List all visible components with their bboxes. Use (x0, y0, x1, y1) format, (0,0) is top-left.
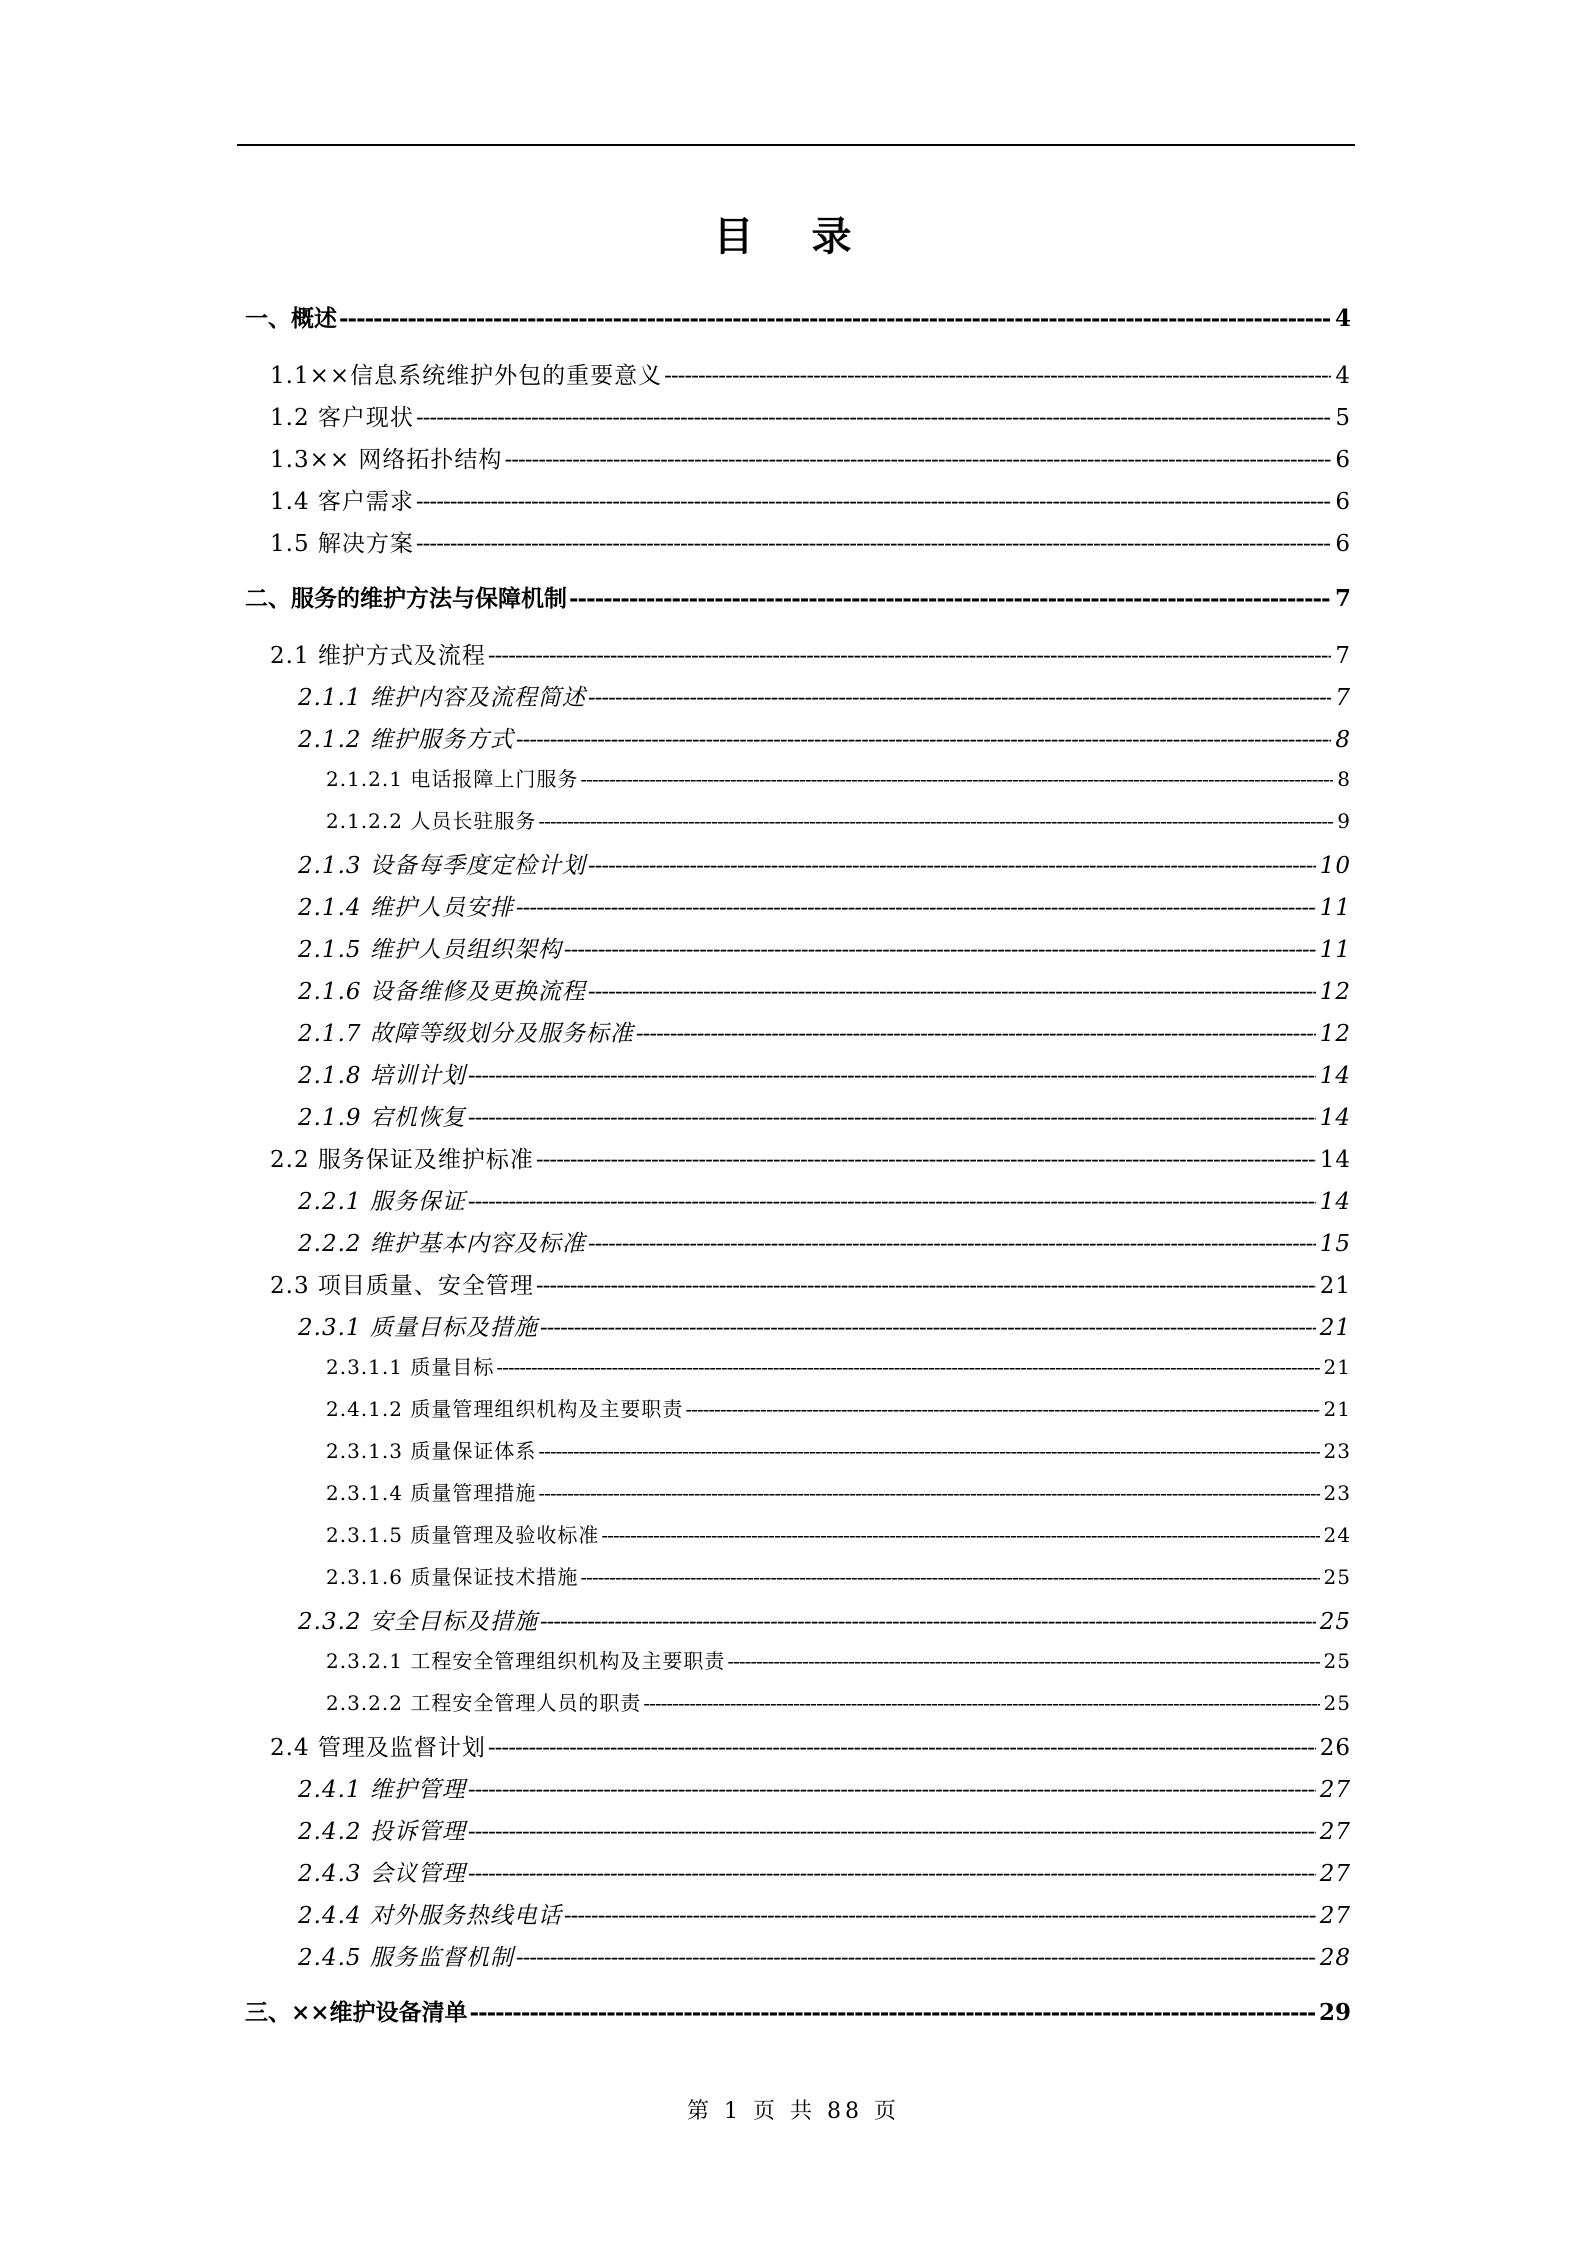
toc-dot-leader (564, 1903, 1316, 1929)
toc-dot-leader (470, 1999, 1315, 2026)
toc-entry-label: 2.3.2.2 工程安全管理人员的职责 (326, 1691, 642, 1715)
toc-entry[interactable] (298, 1015, 1351, 1048)
toc-dot-leader (536, 1273, 1316, 1299)
toc-dot-leader (564, 937, 1316, 963)
toc-entry-page-number: 4 (1335, 363, 1351, 389)
toc-entry[interactable] (298, 1225, 1351, 1258)
toc-entry-page-number: 7 (1335, 643, 1351, 669)
toc-entry-label: 2.1.5 维护人员组织架构 (298, 937, 562, 963)
toc-entry-page-number: 8 (1335, 727, 1351, 753)
toc-entry-label: 2.2.2 维护基本内容及标准 (298, 1231, 586, 1257)
toc-dot-leader (468, 1063, 1316, 1089)
toc-entry-label: 2.4.4 对外服务热线电话 (298, 1903, 562, 1929)
toc-dot-leader (685, 1397, 1319, 1421)
toc-dot-leader (468, 1861, 1316, 1887)
toc-entry-page-number: 14 (1319, 1063, 1351, 1089)
toc-entry-label: 2.1.1 维护内容及流程简述 (298, 685, 586, 711)
toc-entry-label: 一、概述 (245, 305, 337, 332)
toc-entry-page-number: 27 (1319, 1819, 1351, 1845)
toc-dot-leader (339, 305, 1331, 332)
toc-entry[interactable] (298, 931, 1351, 964)
toc-entry-page-number: 25 (1319, 1609, 1351, 1635)
toc-dot-leader (636, 1021, 1316, 1047)
toc-entry-page-number: 4 (1334, 305, 1351, 332)
toc-dot-leader (468, 1189, 1316, 1215)
toc-entry-label: 2.1.7 故障等级划分及服务标准 (298, 1021, 634, 1047)
toc-entry[interactable] (298, 1771, 1351, 1804)
toc-entry-label: 2.3.1 质量目标及措施 (298, 1315, 538, 1341)
toc-entry[interactable] (326, 1393, 1351, 1422)
toc-entry-label: 2.1.3 设备每季度定检计划 (298, 853, 586, 879)
toc-dot-leader (727, 1649, 1319, 1673)
toc-dot-leader (664, 363, 1331, 389)
toc-entry[interactable] (270, 1141, 1351, 1174)
toc-entry[interactable] (298, 889, 1351, 922)
toc-entry[interactable] (298, 1939, 1351, 1972)
toc-entry-page-number: 23 (1323, 1439, 1351, 1463)
toc-entry-page-number: 27 (1319, 1777, 1351, 1803)
toc-entry-label: 2.4 管理及监督计划 (270, 1735, 486, 1761)
toc-dot-leader (516, 727, 1332, 753)
toc-dot-leader (540, 1609, 1316, 1635)
toc-entry[interactable] (326, 805, 1351, 834)
toc-entry-page-number: 23 (1323, 1481, 1351, 1505)
toc-entry[interactable] (326, 1645, 1351, 1674)
toc-entry[interactable] (298, 679, 1351, 712)
toc-entry-label: 2.1 维护方式及流程 (270, 643, 486, 669)
toc-entry[interactable] (326, 1687, 1351, 1716)
toc-dot-leader (536, 1147, 1316, 1173)
toc-entry-label: 2.2 服务保证及维护标准 (270, 1147, 534, 1173)
toc-dot-leader (540, 1315, 1316, 1341)
toc-dot-leader (588, 853, 1316, 879)
toc-entry-page-number: 8 (1337, 767, 1351, 791)
toc-dot-leader (588, 979, 1316, 1005)
toc-entry-label: 2.3 项目质量、安全管理 (270, 1273, 534, 1299)
toc-dot-leader (601, 1523, 1319, 1547)
toc-dot-leader (569, 585, 1331, 612)
toc-dot-leader (468, 1777, 1316, 1803)
toc-entry[interactable] (298, 847, 1351, 880)
toc-entry-page-number: 6 (1335, 447, 1351, 473)
toc-dot-leader (468, 1819, 1316, 1845)
toc-entry-page-number: 14 (1319, 1189, 1351, 1215)
toc-entry[interactable] (270, 1729, 1351, 1762)
toc-entry-label: 2.4.5 服务监督机制 (298, 1945, 514, 1971)
toc-entry-label: 三、××维护设备清单 (245, 1999, 468, 2026)
toc-entry-label: 2.1.2 维护服务方式 (298, 727, 514, 753)
page-title: 目 录 (713, 213, 874, 260)
toc-entry-label: 2.3.1.3 质量保证体系 (326, 1439, 537, 1463)
toc-entry[interactable] (270, 483, 1351, 516)
toc-entry[interactable] (270, 525, 1351, 558)
toc-entry-label: 2.1.8 培训计划 (298, 1063, 466, 1089)
toc-dot-leader (538, 1439, 1319, 1463)
toc-entry[interactable] (326, 1561, 1351, 1590)
toc-entry-label: 2.1.2.2 人员长驻服务 (326, 809, 537, 833)
toc-entry-label: 2.4.1 维护管理 (298, 1777, 466, 1803)
toc-entry-page-number: 28 (1319, 1945, 1351, 1971)
toc-entry[interactable] (298, 721, 1351, 754)
toc-entry-label: 1.2 客户现状 (270, 405, 414, 431)
toc-entry-page-number: 6 (1335, 489, 1351, 515)
toc-dot-leader (588, 1231, 1316, 1257)
toc-entry[interactable] (298, 973, 1351, 1006)
toc-entry[interactable] (270, 399, 1351, 432)
toc-dot-leader (538, 809, 1333, 833)
toc-entry[interactable] (298, 1057, 1351, 1090)
toc-entry[interactable] (270, 357, 1351, 390)
toc-entry-page-number: 26 (1319, 1735, 1351, 1761)
toc-entry-page-number: 29 (1318, 1999, 1351, 2026)
toc-entry[interactable] (270, 1267, 1351, 1300)
toc-dot-leader (516, 1945, 1316, 1971)
toc-entry-label: 2.4.1.2 质量管理组织机构及主要职责 (326, 1397, 684, 1421)
toc-entry-label: 2.2.1 服务保证 (298, 1189, 466, 1215)
header-rule (237, 144, 1355, 146)
toc-entry-page-number: 15 (1319, 1231, 1351, 1257)
toc-dot-leader (580, 1565, 1319, 1589)
page-footer: 第 1 页 共 88 页 (687, 2099, 900, 2124)
toc-dot-leader (488, 1735, 1316, 1761)
toc-entry-page-number: 21 (1323, 1355, 1351, 1379)
toc-entry-page-number: 25 (1323, 1691, 1351, 1715)
toc-entry[interactable] (326, 1351, 1351, 1380)
toc-dot-leader (538, 1481, 1319, 1505)
toc-entry-label: 1.1××信息系统维护外包的重要意义 (270, 363, 663, 389)
toc-entry-page-number: 11 (1319, 895, 1351, 921)
toc-entry-page-number: 27 (1319, 1861, 1351, 1887)
toc-entry-page-number: 11 (1319, 937, 1351, 963)
toc-entry-label: 二、服务的维护方法与保障机制 (245, 585, 567, 612)
toc-entry-page-number: 12 (1319, 979, 1351, 1005)
toc-entry-page-number: 5 (1335, 405, 1351, 431)
toc-dot-leader (580, 767, 1333, 791)
toc-entry-page-number: 9 (1337, 809, 1351, 833)
toc-entry[interactable] (270, 637, 1351, 670)
toc-entry-label: 2.1.4 维护人员安排 (298, 895, 514, 921)
toc-entry-page-number: 21 (1323, 1397, 1351, 1421)
toc-entry-label: 1.4 客户需求 (270, 489, 414, 515)
toc-entry-label: 2.3.2 安全目标及措施 (298, 1609, 538, 1635)
toc-entry-label: 2.3.2.1 工程安全管理组织机构及主要职责 (326, 1649, 726, 1673)
toc-entry[interactable] (298, 1309, 1351, 1342)
toc-dot-leader (488, 643, 1331, 669)
toc-entry-label: 2.1.2.1 电话报障上门服务 (326, 767, 579, 791)
toc-dot-leader (504, 447, 1331, 473)
toc-entry-label: 2.3.1.4 质量管理措施 (326, 1481, 537, 1505)
toc-dot-leader (416, 489, 1331, 515)
toc-entry[interactable] (326, 763, 1351, 792)
toc-entry[interactable] (298, 1183, 1351, 1216)
toc-dot-leader (496, 1355, 1319, 1379)
toc-entry[interactable] (298, 1813, 1351, 1846)
toc-entry[interactable] (245, 1994, 1351, 2027)
toc-entry-page-number: 25 (1323, 1565, 1351, 1589)
toc-entry-label: 2.3.1.6 质量保证技术措施 (326, 1565, 579, 1589)
toc-entry-page-number: 10 (1319, 853, 1351, 879)
toc-entry-page-number: 21 (1319, 1315, 1351, 1341)
toc-entry-page-number: 27 (1319, 1903, 1351, 1929)
toc-entry-page-number: 24 (1323, 1523, 1351, 1547)
toc-entry-label: 1.5 解决方案 (270, 531, 414, 557)
toc-entry-page-number: 14 (1319, 1147, 1351, 1173)
toc-entry-label: 2.3.1.1 质量目标 (326, 1355, 495, 1379)
toc-entry-label: 2.4.3 会议管理 (298, 1861, 466, 1887)
toc-entry-page-number: 7 (1335, 685, 1351, 711)
toc-entry[interactable] (298, 1099, 1351, 1132)
toc-entry[interactable] (298, 1603, 1351, 1636)
toc-entry-page-number: 6 (1335, 531, 1351, 557)
toc-entry-page-number: 21 (1319, 1273, 1351, 1299)
toc-entry[interactable] (326, 1519, 1351, 1548)
toc-entry-label: 2.1.6 设备维修及更换流程 (298, 979, 586, 1005)
toc-dot-leader (416, 531, 1331, 557)
toc-entry[interactable] (298, 1855, 1351, 1888)
toc-entry[interactable] (245, 580, 1351, 613)
toc-dot-leader (416, 405, 1331, 431)
toc-dot-leader (468, 1105, 1316, 1131)
toc-entry-page-number: 7 (1334, 585, 1351, 612)
toc-entry-label: 1.3×× 网络拓扑结构 (270, 447, 503, 473)
toc-entry[interactable] (270, 441, 1351, 474)
toc-entry-page-number: 12 (1319, 1021, 1351, 1047)
toc-dot-leader (588, 685, 1332, 711)
toc-entry[interactable] (298, 1897, 1351, 1930)
toc-dot-leader (516, 895, 1316, 921)
toc-entry-page-number: 25 (1323, 1649, 1351, 1673)
toc-entry[interactable] (245, 300, 1351, 333)
toc-dot-leader (643, 1691, 1319, 1715)
toc-entry-label: 2.4.2 投诉管理 (298, 1819, 466, 1845)
toc-entry-page-number: 14 (1319, 1105, 1351, 1131)
toc-entry[interactable] (326, 1477, 1351, 1506)
toc-entry-label: 2.1.9 宕机恢复 (298, 1105, 466, 1131)
toc-entry-label: 2.3.1.5 质量管理及验收标准 (326, 1523, 600, 1547)
toc-entry[interactable] (326, 1435, 1351, 1464)
